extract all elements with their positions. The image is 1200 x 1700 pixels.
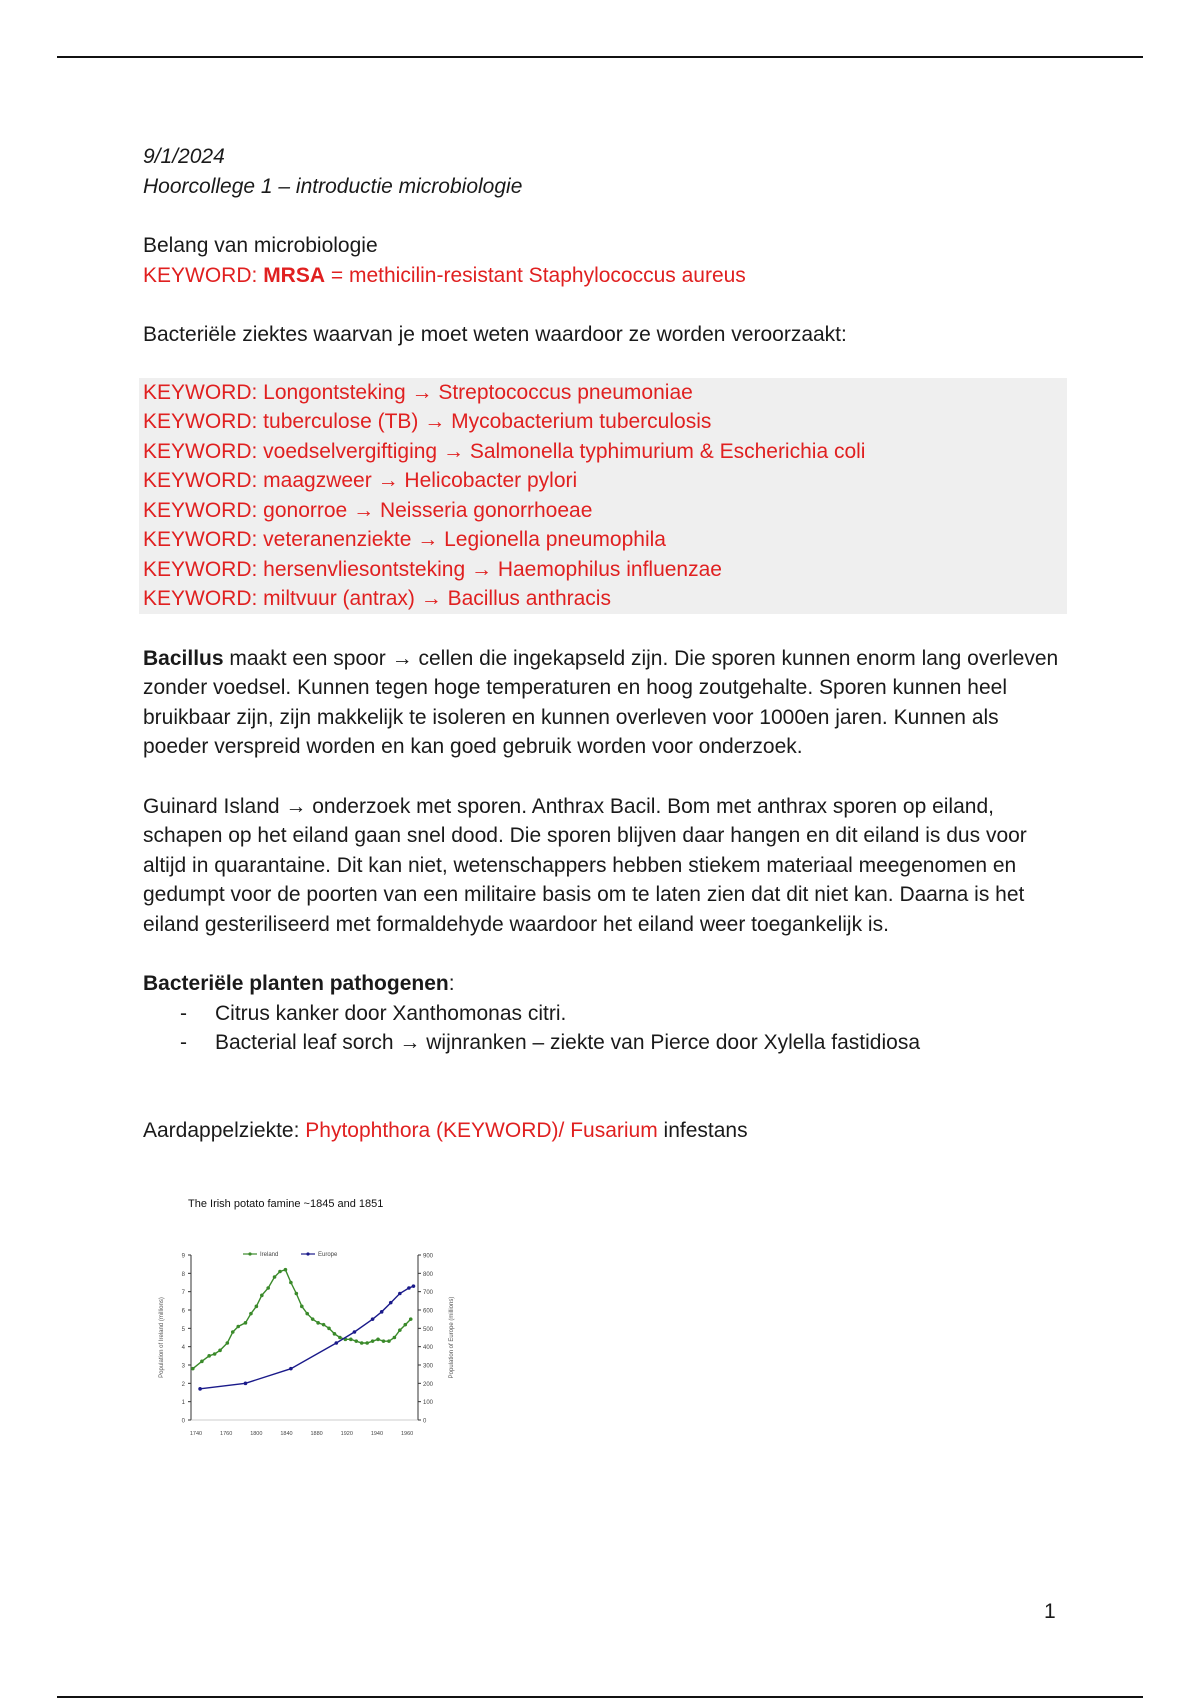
data-point-ireland (300, 1305, 304, 1309)
potato-famine-chart (143, 1185, 473, 1455)
lecture-title: Hoorcollege 1 – introductie microbiologie (143, 174, 523, 198)
keyword-prefix: KEYWORD: (143, 263, 264, 287)
data-point-ireland (398, 1328, 402, 1332)
y-tick-label: 6 (181, 1308, 185, 1315)
planten-heading: Bacteriële planten pathogenen: (143, 972, 455, 995)
keyword-list (139, 378, 1067, 614)
arrow-icon: → (377, 469, 399, 492)
y2-tick-label: 600 (423, 1308, 434, 1315)
y2-axis-label: Population of Europe (millions) (449, 1296, 455, 1379)
data-point-ireland (333, 1332, 337, 1336)
y2-tick-label: 500 (423, 1326, 434, 1333)
data-point-europe (412, 1284, 416, 1288)
chart-svg (143, 1185, 473, 1455)
arrow-icon: → (420, 587, 442, 610)
mrsa-keyword-line (143, 261, 1063, 291)
keyword-item: KEYWORD: tuberculose (TB) → Mycobacterium tuberculosis (143, 410, 712, 433)
data-point-ireland (376, 1338, 380, 1342)
y-tick-label: 1 (181, 1400, 185, 1407)
x-tick-label: 1840 (280, 1431, 293, 1437)
x-tick-label: 1740 (189, 1431, 203, 1437)
legend-marker (306, 1252, 309, 1255)
data-point-ireland (305, 1312, 309, 1316)
data-point-europe (407, 1286, 411, 1290)
dash-bullet: - (180, 1031, 187, 1054)
y-tick-label: 5 (181, 1326, 185, 1333)
y-tick-label: 2 (181, 1381, 185, 1388)
series-line-ireland (193, 1270, 411, 1369)
data-point-europe (380, 1310, 384, 1314)
data-point-ireland (278, 1270, 282, 1274)
bottom-rule (57, 1696, 1143, 1698)
data-point-ireland (382, 1339, 386, 1343)
y-tick-label: 4 (181, 1345, 185, 1352)
aardappel-keyword: Phytophthora (KEYWORD)/ Fusarium (305, 1118, 658, 1142)
y2-tick-label: 900 (423, 1253, 434, 1260)
y2-tick-label: 0 (423, 1418, 427, 1425)
arrow-icon: → (442, 439, 464, 463)
keyword-item: KEYWORD: hersenvliesontsteking → Haemophilus influenzae (143, 557, 722, 581)
keyword-item: KEYWORD: gonorroe → Neisseria gonorrhoeae (143, 498, 593, 522)
data-point-europe (244, 1382, 248, 1386)
keyword-item: KEYWORD: voedselvergiftiging → Salmonella typhimurium & Escherichia coli (143, 439, 866, 463)
belang-heading: Belang van microbiologie (143, 234, 378, 257)
x-tick-label: 1880 (310, 1431, 323, 1437)
data-point-europe (289, 1367, 293, 1371)
data-point-ireland (249, 1312, 253, 1316)
data-point-ireland (393, 1336, 397, 1340)
data-point-ireland (409, 1317, 413, 1321)
data-point-ireland (311, 1317, 315, 1321)
mrsa-term: MRSA (263, 263, 326, 287)
data-point-ireland (322, 1323, 326, 1327)
data-point-ireland (191, 1367, 195, 1371)
x-tick-label: 1940 (370, 1431, 384, 1437)
data-point-ireland (218, 1349, 222, 1353)
aardappel-line: Aardappelziekte: Phytophthora (KEYWORD)/ Fusarium infestans (143, 1118, 748, 1142)
dash-bullet: - (180, 1001, 187, 1025)
y-tick-label: 9 (181, 1253, 185, 1260)
x-tick-label: 1920 (340, 1431, 353, 1437)
list-item: - Bacterial leaf sorch → wijnranken – ziekte van Pierce door Xylella fastidiosa (180, 1028, 1063, 1058)
y2-tick-label: 400 (423, 1345, 434, 1352)
data-point-ireland (273, 1275, 277, 1279)
arrow-icon: → (424, 410, 446, 433)
y-tick-label: 0 (181, 1418, 185, 1425)
bacillus-term: Bacillus (143, 646, 224, 670)
y2-tick-label: 300 (423, 1363, 434, 1370)
data-point-ireland (284, 1268, 288, 1272)
y2-tick-label: 100 (423, 1400, 434, 1407)
top-rule (57, 56, 1143, 58)
data-point-ireland (260, 1294, 264, 1298)
x-tick-label: 1800 (250, 1431, 263, 1437)
list-item: - Citrus kanker door Xanthomonas citri. (180, 999, 1063, 1029)
guinard-paragraph: Guinard Island → onderzoek met sporen. Anthrax Bacil. Bom met anthrax sporen op eiland, schapen op het eiland gaan snel dood. Die sporen blijven daar hangen en dit eiland is dus voor altijd in quarantaine. Dit kan niet, wetenschappers hebben stiekem materiaal meegenomen en gedumpt voor de poorten van een militaire basis om te laten zien dat dit niet kan. Daarna is het eiland gesteriliseerd met formaldehyde waardoor het eiland weer toegankelijk is. (143, 794, 1027, 936)
data-point-europe (353, 1330, 357, 1334)
data-point-europe (198, 1387, 202, 1391)
arrow-icon: → (417, 528, 439, 551)
data-point-ireland (207, 1354, 211, 1358)
data-point-ireland (255, 1305, 259, 1309)
data-point-ireland (360, 1341, 364, 1345)
chart-title: The Irish potato famine ~1845 and 1851 (188, 1198, 384, 1210)
legend-label: Europe (318, 1252, 338, 1258)
data-point-ireland (266, 1286, 270, 1290)
data-point-europe (334, 1341, 338, 1345)
document-body (143, 142, 1063, 1145)
arrow-icon: → (353, 498, 375, 522)
arrow-icon: → (411, 380, 433, 404)
data-point-ireland (327, 1327, 331, 1331)
data-point-ireland (371, 1339, 375, 1343)
bacillus-paragraph: Bacillus maakt een spoor → cellen die ingekapseld zijn. Die sporen kunnen enorm lang overleven zonder voedsel. Kunnen tegen hoge temperaturen en hoog zoutgehalte. Sporen kunnen heel bruikbaar zijn, zijn makkelijk te isoleren en kunnen overleven voor 1000en jaren. Kunnen als poeder verspreid worden en kan goed gebruik worden voor onderzoek. (143, 646, 1059, 758)
page-number: 1 (1044, 1600, 1056, 1623)
y2-tick-label: 700 (423, 1290, 434, 1297)
y2-tick-label: 200 (423, 1381, 434, 1388)
y-tick-label: 7 (181, 1290, 185, 1297)
data-point-europe (389, 1301, 393, 1305)
ziektes-intro: Bacteriële ziektes waarvan je moet weten waardoor ze worden veroorzaakt: (143, 323, 847, 346)
data-point-ireland (289, 1281, 293, 1285)
data-point-ireland (226, 1341, 230, 1345)
data-point-ireland (200, 1360, 204, 1364)
data-point-ireland (387, 1339, 391, 1343)
data-point-ireland (231, 1330, 235, 1334)
legend-label: Ireland (260, 1252, 279, 1258)
lecture-date: 9/1/2024 (143, 145, 225, 168)
data-point-ireland (403, 1323, 407, 1327)
keyword-item: KEYWORD: veteranenziekte → Legionella pneumophila (143, 528, 666, 551)
y-axis-label: Population of Ireland (millions) (159, 1297, 165, 1378)
x-tick-label: 1960 (400, 1431, 414, 1437)
data-point-ireland (349, 1338, 353, 1342)
keyword-item: KEYWORD: maagzweer → Helicobacter pylori (143, 469, 578, 492)
x-tick-label: 1760 (220, 1431, 233, 1437)
data-point-ireland (316, 1321, 320, 1325)
mrsa-definition: = methicilin-resistant Staphylococcus aureus (325, 263, 746, 287)
keyword-item: KEYWORD: miltvuur (antrax) → Bacillus anthracis (143, 587, 611, 610)
data-point-ireland (244, 1321, 248, 1325)
y2-tick-label: 800 (423, 1271, 434, 1278)
keyword-item: KEYWORD: Longontsteking → Streptococcus pneumoniae (143, 380, 693, 404)
series-line-europe (200, 1286, 413, 1389)
data-point-ireland (295, 1292, 299, 1296)
data-point-ireland (236, 1325, 240, 1329)
data-point-ireland (365, 1341, 369, 1345)
legend-marker (248, 1252, 251, 1255)
planten-list (143, 999, 1063, 1058)
data-point-europe (371, 1317, 375, 1321)
arrow-icon: → (470, 557, 492, 581)
data-point-ireland (338, 1336, 342, 1340)
data-point-europe (398, 1292, 402, 1296)
data-point-ireland (354, 1339, 358, 1343)
y-tick-label: 3 (181, 1363, 185, 1370)
data-point-ireland (213, 1352, 217, 1356)
y-tick-label: 8 (181, 1271, 185, 1278)
